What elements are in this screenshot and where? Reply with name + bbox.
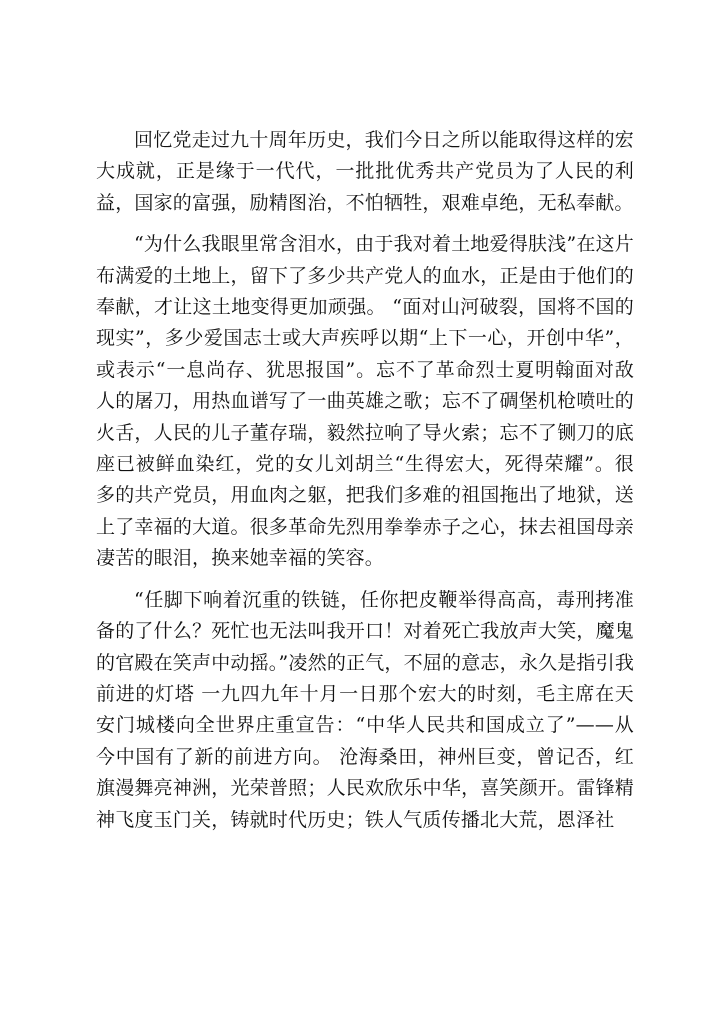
paragraph-1: 回忆党走过九十周年历史，我们今日之所以能取得这样的宏大成就，正是缘于一代代，一批批优秀共产党员为了人民的利益，国家的富强，励精图治，不怕牺牲，艰难卓绝，无私奉献。 bbox=[96, 129, 634, 214]
paragraph-2: “为什么我眼里常含泪水，由于我对着土地爱得肤浅”在这片布满爱的土地上，留下了多少共产党人的血水，正是由于他们的奉献，才让这土地变得更加顽强。 “面对山河破裂，国将不国的现实”，多少爱国志士或大声疾呼以期“上下一心，开创中华”，或表示“一息尚存、犹思报国”。忘不了革命烈士夏明翰面对敌人的屠刀，用热血谱写了一曲英雄之歌；忘不了碉堡机枪喷吐的火舌，人民的儿子董存瑞，毅然拉响了导火索；忘不了铡刀的底座已被鲜血染红，党的女儿刘胡兰“生得宏大，死得荣耀”。很多的共产党员，用血肉之躯，把我们多难的祖国拖出了地狱，送上了幸福的大道。很多革命先烈用拳拳赤子之心，抹去祖国母亲凄苦的眼泪，换来她幸福的笑容。 bbox=[96, 233, 634, 570]
paragraph-3: “任脚下响着沉重的铁链，任你把皮鞭举得高高，毒刑拷准备的了什么？死忙也无法叫我开口！对着死亡我放声大笑，魔鬼的官殿在笑声中动摇。”凌然的正气，不屈的意志，永久是指引我前进的灯塔 一九四九年十月一日那个宏大的时刻，毛主席在天安门城楼向全世界庄重宣告：“中华人民共和国成立了”——从今中国有了新的前进方向。 沧海桑田，神州巨变，曾记否，红旗漫舞亮神洲，光荣普照；人民欢欣乐中华，喜笑颜开。雷锋精神飞度玉门关，铸就时代历史；铁人气质传播北大荒，恩泽社 bbox=[96, 588, 635, 831]
body-text bbox=[96, 125, 634, 846]
